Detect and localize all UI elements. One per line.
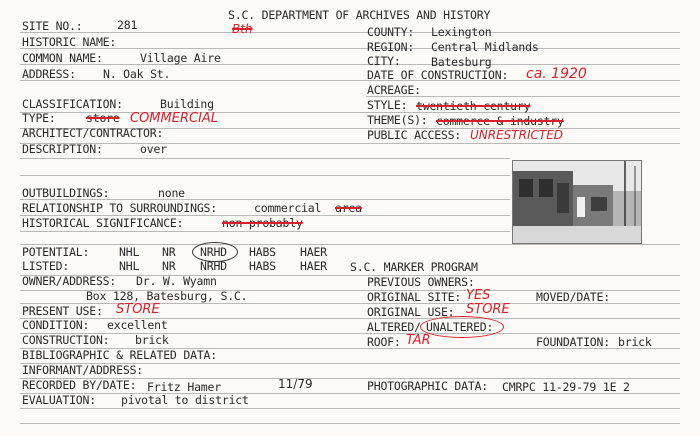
significance-label: HISTORICAL SIGNIFICANCE: bbox=[22, 216, 184, 230]
listed-nhl: NHL bbox=[119, 259, 140, 273]
handwritten-site-mark: Bth bbox=[232, 22, 253, 36]
significance-struck-value: non probably bbox=[222, 216, 303, 230]
unaltered-circle-mark bbox=[420, 316, 504, 338]
site-no-label: SITE NO.: bbox=[22, 19, 83, 33]
relationship-struck-value: area bbox=[335, 201, 362, 215]
date-construction-label: DATE OF CONSTRUCTION: bbox=[367, 68, 509, 82]
construction-label: CONSTRUCTION: bbox=[22, 333, 110, 347]
style-struck-value: twentieth century bbox=[416, 99, 531, 113]
condition-label: CONDITION: bbox=[22, 318, 90, 332]
present-use-handwritten: STORE bbox=[116, 302, 160, 317]
themes-label: THEME(S): bbox=[367, 113, 428, 127]
classification-value: Building bbox=[160, 97, 214, 111]
informant-label: INFORMANT/ADDRESS: bbox=[22, 363, 144, 377]
original-use-handwritten: STORE bbox=[466, 302, 510, 317]
moved-date-label: MOVED/DATE: bbox=[536, 290, 610, 304]
building-photo bbox=[512, 160, 642, 244]
region-label: REGION: bbox=[367, 40, 415, 54]
unaltered-value: UNALTERED: bbox=[426, 320, 494, 334]
relationship-value: commercial bbox=[254, 201, 322, 215]
type-struck-value: store bbox=[86, 111, 120, 125]
type-handwritten: COMMERCIAL bbox=[130, 111, 219, 126]
style-label: STYLE: bbox=[367, 98, 408, 112]
previous-owners-label: PREVIOUS OWNERS: bbox=[367, 275, 475, 289]
marker-program: S.C. MARKER PROGRAM bbox=[350, 260, 478, 274]
listed-haer: HAER bbox=[300, 259, 327, 273]
common-name-label: COMMON NAME: bbox=[22, 51, 103, 65]
rule-15 bbox=[20, 275, 680, 276]
owner-address-value: Box 128, Batesburg, S.C. bbox=[86, 289, 248, 303]
description-value: over bbox=[140, 142, 167, 156]
description-label: DESCRIPTION: bbox=[22, 142, 103, 156]
potential-nr: NR bbox=[162, 245, 176, 259]
present-use-label: PRESENT USE: bbox=[22, 304, 103, 318]
foundation-value: brick bbox=[618, 335, 652, 349]
potential-nrhd: NRHD bbox=[200, 245, 227, 259]
listed-habs: HABS bbox=[249, 259, 276, 273]
potential-label: POTENTIAL: bbox=[22, 245, 90, 259]
region-value: Central Midlands bbox=[431, 40, 539, 54]
rule-10 bbox=[20, 175, 510, 176]
listed-nr: NR bbox=[162, 259, 176, 273]
listed-label: LISTED: bbox=[22, 259, 70, 273]
recorded-by-value: Fritz Hamer bbox=[147, 380, 221, 394]
altered-label: ALTERED/ bbox=[367, 320, 421, 334]
rule-19 bbox=[20, 333, 680, 334]
date-construction-handwritten: ca. 1920 bbox=[526, 66, 587, 82]
potential-nhl: NHL bbox=[119, 245, 140, 259]
foundation-label: FOUNDATION: bbox=[536, 335, 610, 349]
photographic-data-value: CMRPC 11-29-79 1E 2 bbox=[502, 380, 630, 394]
rule-13 bbox=[20, 231, 510, 232]
evaluation-value: pivotal to district bbox=[121, 393, 249, 407]
themes-struck-value: commerce & industry bbox=[436, 114, 564, 128]
condition-value: excellent bbox=[107, 318, 168, 332]
recorded-by-label: RECORDED BY/DATE: bbox=[22, 378, 137, 392]
potential-haer: HAER bbox=[300, 245, 327, 259]
photographic-data-label: PHOTOGRAPHIC DATA: bbox=[367, 379, 489, 393]
rule-3 bbox=[20, 64, 680, 65]
owner-label: OWNER/ADDRESS: bbox=[22, 274, 117, 288]
rule-2 bbox=[20, 48, 680, 49]
rule-8 bbox=[20, 143, 680, 144]
department-title: S.C. DEPARTMENT OF ARCHIVES AND HISTORY bbox=[228, 8, 491, 22]
original-site-handwritten: YES bbox=[466, 288, 491, 303]
relationship-label: RELATIONSHIP TO SURROUNDINGS: bbox=[22, 201, 217, 215]
county-value: Lexington bbox=[431, 25, 492, 39]
city-value: Batesburg bbox=[431, 55, 492, 69]
classification-label: CLASSIFICATION: bbox=[22, 97, 123, 111]
construction-value: brick bbox=[135, 333, 169, 347]
rule-9 bbox=[20, 158, 510, 159]
potential-habs: HABS bbox=[249, 245, 276, 259]
original-use-label: ORIGINAL USE: bbox=[367, 305, 455, 319]
architect-label: ARCHITECT/CONTRACTOR: bbox=[22, 126, 164, 140]
outbuildings-value: none bbox=[158, 186, 185, 200]
rule-24 bbox=[20, 408, 680, 409]
address-label: ADDRESS: bbox=[22, 67, 76, 81]
type-label: TYPE: bbox=[22, 111, 56, 125]
public-access-label: PUBLIC ACCESS: bbox=[367, 128, 462, 142]
historic-name-label: HISTORIC NAME: bbox=[22, 35, 117, 49]
site-no-value: 281 bbox=[117, 18, 138, 32]
evaluation-label: EVALUATION: bbox=[22, 393, 96, 407]
acreage-label: ACREAGE: bbox=[367, 83, 421, 97]
address-value: N. Oak St. bbox=[103, 67, 171, 81]
owner-value: Dr. W. Wyamn bbox=[136, 274, 217, 288]
outbuildings-label: OUTBUILDINGS: bbox=[22, 186, 110, 200]
county-label: COUNTY: bbox=[367, 25, 415, 39]
rule-25 bbox=[20, 423, 680, 424]
building-photo-graphic bbox=[513, 161, 641, 243]
original-site-label: ORIGINAL SITE: bbox=[367, 290, 462, 304]
bibliographic-label: BIBLIOGRAPHIC & RELATED DATA: bbox=[22, 348, 217, 362]
city-label: CITY: bbox=[367, 54, 401, 68]
recorded-date-handwritten: 11/79 bbox=[278, 377, 313, 391]
roof-handwritten: TAR bbox=[406, 333, 431, 348]
listed-nrhd: NRHD bbox=[200, 259, 227, 273]
public-access-handwritten: UNRESTRICTED bbox=[470, 128, 564, 142]
roof-label: ROOF: bbox=[367, 335, 401, 349]
rule-1 bbox=[20, 32, 680, 33]
common-name-value: Village Aire bbox=[140, 51, 221, 65]
